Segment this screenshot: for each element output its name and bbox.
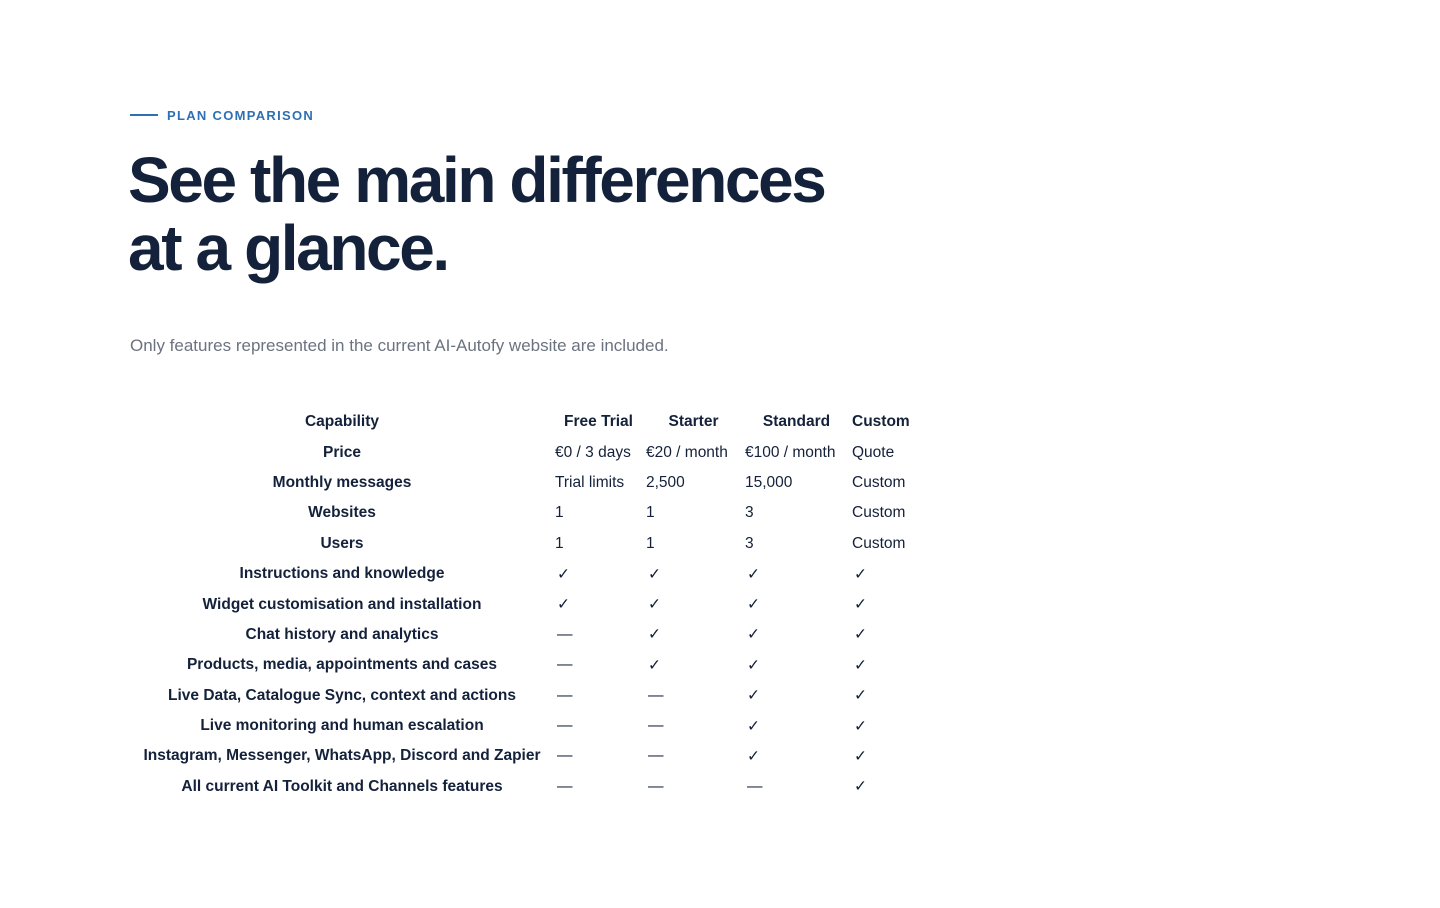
table-row [131,620,918,650]
cell-custom [850,620,918,650]
check-icon: ✓ [854,626,867,644]
check-icon: ✓ [854,747,867,765]
check-icon: ✓ [557,565,570,583]
table-row [131,559,918,589]
column-header-standard: Standard [762,413,831,431]
row-label-products-media: Products, media, appointments and cases [186,656,498,674]
check-icon: ✓ [747,717,760,735]
cell-standard [743,681,850,711]
dash-icon: — [648,686,664,704]
cell-starter [644,772,743,802]
cell-standard [743,589,850,619]
cell-custom: Custom [852,534,906,552]
column-header-capability: Capability [304,413,380,431]
check-icon: ✓ [747,565,760,583]
check-icon: ✓ [648,626,661,644]
table-row [131,711,918,741]
table-row [131,772,918,802]
cell-free-trial: 1 [555,534,564,552]
check-icon: ✓ [747,656,760,674]
cell-standard [743,741,850,771]
check-icon: ✓ [747,626,760,644]
table-row [131,468,918,498]
row-label-live-data: Live Data, Catalogue Sync, context and actions [168,686,516,704]
dash-icon: — [648,747,664,765]
cell-free-trial [553,620,644,650]
cell-free-trial: 1 [555,504,564,522]
cell-free-trial [553,772,644,802]
eyebrow-label: PLAN COMPARISON [167,107,315,123]
check-icon: ✓ [854,778,867,796]
section-eyebrow [130,106,314,124]
row-label-websites: Websites [308,504,376,522]
cell-free-trial [553,681,644,711]
row-label-instructions-knowledge: Instructions and knowledge [239,565,445,583]
cell-standard [743,711,850,741]
row-label-chat-history-analytics: Chat history and analytics [245,625,439,643]
cell-standard: 3 [745,534,754,552]
check-icon: ✓ [854,717,867,735]
cell-starter [644,589,743,619]
page-title-line-1: See the main differences [128,144,825,216]
table-row [131,741,918,771]
cell-free-trial: Trial limits [555,473,625,491]
cell-standard: €100 / month [745,443,836,461]
table-row [131,437,918,467]
dash-icon: — [557,747,573,765]
row-label-users: Users [320,534,364,552]
table-row [131,529,918,559]
dash-icon: — [557,777,573,795]
table-row [131,681,918,711]
row-label-widget-customisation: Widget customisation and installation [202,595,482,613]
cell-custom: Custom [852,473,906,491]
cell-standard [743,620,850,650]
check-icon: ✓ [648,656,661,674]
cell-custom [850,589,918,619]
cell-starter [644,620,743,650]
dash-icon: — [557,717,573,735]
cell-custom [850,711,918,741]
row-label-all-features: All current AI Toolkit and Channels features [181,777,503,795]
cell-starter [644,650,743,680]
cell-free-trial [553,650,644,680]
cell-standard [743,772,850,802]
cell-free-trial [553,711,644,741]
check-icon: ✓ [557,596,570,614]
table-header [131,407,918,437]
table-row [131,498,918,528]
check-icon: ✓ [747,596,760,614]
check-icon: ✓ [854,596,867,614]
cell-custom: Custom [852,504,906,522]
cell-standard: 15,000 [745,473,793,491]
row-label-channels: Instagram, Messenger, WhatsApp, Discord and Zapier [143,747,541,765]
eyebrow-line-decoration [130,114,158,116]
cell-custom [850,772,918,802]
table-row [131,650,918,680]
cell-starter: €20 / month [646,443,728,461]
cell-standard [743,559,850,589]
cell-starter [644,711,743,741]
row-label-monthly-messages: Monthly messages [272,473,412,491]
check-icon: ✓ [747,747,760,765]
row-label-price: Price [323,443,361,461]
cell-custom [850,650,918,680]
check-icon: ✓ [854,656,867,674]
dash-icon: — [648,777,664,795]
cell-starter: 1 [646,504,655,522]
section-subtitle: Only features represented in the current AI-Autofy website are included. [130,336,669,355]
cell-custom: Quote [852,443,895,461]
cell-custom [850,741,918,771]
check-icon: ✓ [648,565,661,583]
cell-free-trial: €0 / 3 days [555,443,631,461]
cell-starter [644,559,743,589]
dash-icon: — [557,625,573,643]
column-header-free-trial: Free Trial [564,413,633,431]
table-body [131,437,918,802]
check-icon: ✓ [648,596,661,614]
column-header-starter: Starter [668,413,719,431]
cell-starter: 2,500 [646,473,685,491]
page-title-line-2: at a glance. [128,212,448,284]
dash-icon: — [648,717,664,735]
check-icon: ✓ [747,687,760,705]
cell-starter [644,741,743,771]
row-label-live-monitoring: Live monitoring and human escalation [200,717,484,735]
cell-standard [743,650,850,680]
cell-custom [850,559,918,589]
cell-starter: 1 [646,534,655,552]
dash-icon: — [747,777,763,795]
page-title [128,146,1028,282]
column-header-custom: Custom [852,413,910,431]
cell-free-trial [553,559,644,589]
check-icon: ✓ [854,565,867,583]
cell-starter [644,681,743,711]
plan-comparison-table [131,407,918,802]
dash-icon: — [557,686,573,704]
cell-free-trial [553,741,644,771]
check-icon: ✓ [854,687,867,705]
cell-free-trial [553,589,644,619]
cell-custom [850,681,918,711]
dash-icon: — [557,656,573,674]
table-header-row [131,407,918,437]
table-row [131,589,918,619]
cell-standard: 3 [745,504,754,522]
